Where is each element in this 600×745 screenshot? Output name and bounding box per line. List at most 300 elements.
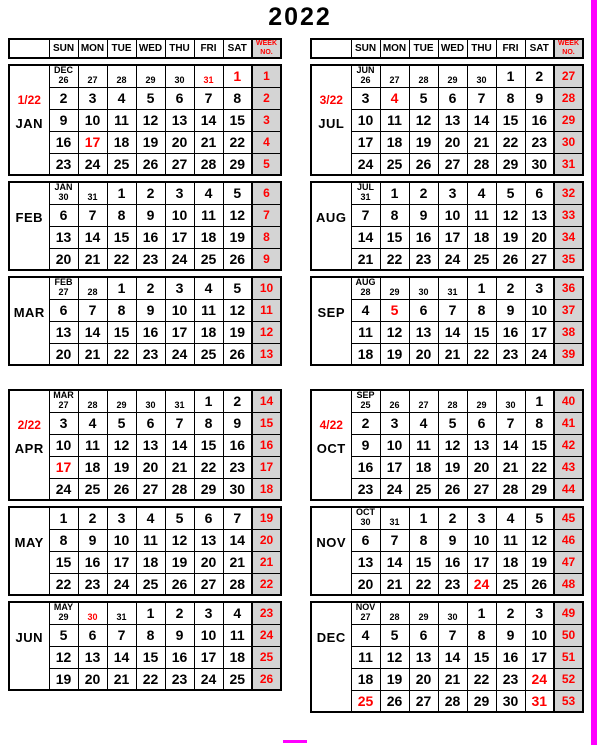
day-cell: 18 [496,551,525,573]
day-cell: 3 [525,277,554,299]
day-cell: 28 [165,478,194,500]
week-number-cell: 24 [252,624,281,646]
day-cell: 12 [438,434,467,456]
day-cell: 25 [380,153,409,175]
day-cell: 11 [107,109,136,131]
day-cell: 13 [525,204,554,226]
month-name: JUN [15,630,43,645]
day-header-wed: WED [136,39,165,58]
day-cell: 28 [223,573,252,595]
day-cell: MAR 27 [49,390,78,412]
day-cell: 16 [78,551,107,573]
day-cell: 1 [467,277,496,299]
week-row [311,321,583,343]
day-cell: 10 [165,204,194,226]
month-block-nov [310,506,584,596]
day-cell: 22 [194,456,223,478]
week-row [9,131,281,153]
day-cell: 2 [525,65,554,87]
day-cell: 2 [223,390,252,412]
day-cell: 9 [438,529,467,551]
day-cell: 6 [78,624,107,646]
day-cell: 11 [351,321,380,343]
day-cell: 13 [438,109,467,131]
day-cell: SEP 25 [351,390,380,412]
day-cell: 22 [496,131,525,153]
day-cell: 26 [223,248,252,270]
day-cell: 20 [136,456,165,478]
day-cell: 26 [223,343,252,365]
week-number-cell: 13 [252,343,281,365]
day-cell: 25 [467,248,496,270]
day-cell: 17 [525,321,554,343]
day-cell: 22 [380,248,409,270]
month-name: OCT [316,441,346,456]
week-row [9,390,281,412]
week-row [311,690,583,712]
day-cell: 10 [194,624,223,646]
day-cell: 6 [525,182,554,204]
day-cell: 22 [525,456,554,478]
week-row [9,248,281,270]
day-cell: 29 [496,153,525,175]
day-cell: 29 [194,478,223,500]
day-cell: 14 [496,434,525,456]
day-cell: 4 [351,624,380,646]
overflow-month-label: JUL [356,182,374,193]
day-cell: 19 [496,226,525,248]
quarter-label: 3/22 [319,93,343,107]
day-cell: 7 [438,299,467,321]
day-cell: 31 [107,602,136,624]
day-cell: 8 [107,299,136,321]
day-cell: 15 [223,109,252,131]
week-row [9,668,281,690]
month-block-feb [8,181,282,271]
day-cell: 11 [194,299,223,321]
week-number-cell: 27 [554,65,583,87]
weekday-header-row [9,39,281,58]
day-cell: 26 [409,153,438,175]
day-cell: 27 [409,690,438,712]
month-label-oct [311,390,351,500]
month-label-dec [311,602,351,712]
week-number-cell: 18 [252,478,281,500]
day-cell: 13 [49,321,78,343]
month-name: APR [14,441,44,456]
day-cell: 1 [467,602,496,624]
day-cell: 19 [525,551,554,573]
quarter-label: 2/22 [17,418,41,432]
day-cell: 21 [496,456,525,478]
week-row [9,109,281,131]
week-number-cell: 33 [554,204,583,226]
day-cell: 10 [438,204,467,226]
month-block-sep [310,276,584,366]
day-cell: 26 [496,248,525,270]
day-cell: 14 [351,226,380,248]
month-block-aug [310,181,584,271]
week-number-cell: 21 [252,551,281,573]
day-cell: 29 [223,153,252,175]
day-cell: 11 [409,434,438,456]
day-cell: 31 [165,390,194,412]
week-row [311,478,583,500]
overflow-month-label: JUN [356,65,375,76]
week-number-cell: 46 [554,529,583,551]
day-cell: 1 [496,65,525,87]
week-row [9,343,281,365]
day-cell: 5 [223,182,252,204]
week-row [9,277,281,299]
day-cell: 17 [165,321,194,343]
week-number-cell: 3 [252,109,281,131]
week-number-cell: 35 [554,248,583,270]
holiday-day-cell: 31 [525,690,554,712]
day-cell: 3 [49,412,78,434]
day-cell: 24 [194,668,223,690]
week-number-cell: 44 [554,478,583,500]
week-row [9,87,281,109]
week-number-cell: 47 [554,551,583,573]
day-cell: 2 [136,277,165,299]
week-number-cell: 51 [554,646,583,668]
day-cell: 22 [409,573,438,595]
week-row [311,668,583,690]
day-cell: 12 [380,321,409,343]
day-cell: 9 [223,412,252,434]
day-cell: 26 [380,390,409,412]
day-cell: 23 [78,573,107,595]
week-number-cell: 5 [252,153,281,175]
day-cell: 9 [525,87,554,109]
week-row [311,299,583,321]
day-header-thu: THU [467,39,496,58]
week-number-cell: 11 [252,299,281,321]
week-row [9,65,281,87]
day-cell: 1 [49,507,78,529]
day-cell: 24 [525,343,554,365]
week-number-cell: 53 [554,690,583,712]
day-cell: 1 [136,602,165,624]
day-header-mon: MON [78,39,107,58]
day-cell: 6 [49,204,78,226]
day-cell: 22 [467,668,496,690]
day-cell: 10 [78,109,107,131]
week-number-cell: 12 [252,321,281,343]
month-label-jul [311,65,351,175]
week-number-cell: 4 [252,131,281,153]
week-row [9,507,281,529]
week-number-cell: 22 [252,573,281,595]
overflow-month-label: DEC [53,65,73,76]
day-cell: 12 [49,646,78,668]
day-cell: 12 [380,646,409,668]
day-cell: 5 [496,182,525,204]
day-header-sun: SUN [351,39,380,58]
day-cell: 15 [409,551,438,573]
day-cell: 25 [136,573,165,595]
day-cell: 20 [194,551,223,573]
day-cell: 15 [194,434,223,456]
week-number-cell: 52 [554,668,583,690]
day-cell: 24 [165,248,194,270]
day-cell: 30 [409,277,438,299]
day-cell: 19 [409,131,438,153]
month-block-oct [310,389,584,501]
day-cell: 22 [136,668,165,690]
day-cell: 23 [496,343,525,365]
day-cell: 17 [351,131,380,153]
holiday-day-cell: 25 [351,690,380,712]
day-cell: 21 [78,248,107,270]
day-cell: 19 [380,668,409,690]
day-cell: 7 [165,412,194,434]
day-cell: 22 [467,343,496,365]
day-cell: 3 [351,87,380,109]
day-cell: 18 [223,646,252,668]
week-number-cell: 8 [252,226,281,248]
day-cell: 30 [467,65,496,87]
day-cell: 29 [380,277,409,299]
day-cell: 2 [136,182,165,204]
day-cell: 25 [107,153,136,175]
day-cell: 16 [136,226,165,248]
day-cell: 28 [78,277,107,299]
week-number-cell: 38 [554,321,583,343]
day-cell: 9 [496,299,525,321]
week-row [311,624,583,646]
week-number-cell: 16 [252,434,281,456]
day-cell: 9 [165,624,194,646]
day-cell: 28 [107,65,136,87]
day-cell: 11 [136,529,165,551]
day-cell: 6 [351,529,380,551]
day-cell: 16 [351,456,380,478]
week-number-cell: 26 [252,668,281,690]
week-row [311,87,583,109]
day-cell: 19 [107,456,136,478]
day-cell: 16 [223,434,252,456]
day-cell: 30 [496,690,525,712]
week-row [311,456,583,478]
day-cell: 26 [136,153,165,175]
magenta-right-guide [591,0,597,745]
week-row [311,277,583,299]
day-cell: 3 [165,277,194,299]
day-cell: 30 [525,153,554,175]
month-name: FEB [15,210,43,225]
day-cell: 18 [467,226,496,248]
day-cell: 12 [165,529,194,551]
day-cell: 13 [409,646,438,668]
week-row [311,412,583,434]
day-cell: 23 [438,573,467,595]
month-label-jan [9,65,49,175]
month-label-nov [311,507,351,595]
day-cell: 9 [136,204,165,226]
day-cell: 23 [136,248,165,270]
week-number-cell: 37 [554,299,583,321]
overflow-month-label: OCT [356,507,375,518]
day-cell: 3 [78,87,107,109]
day-cell: 21 [223,551,252,573]
day-cell: 13 [78,646,107,668]
holiday-day-cell: 17 [49,456,78,478]
day-cell: JUN 26 [351,65,380,87]
week-row [311,153,583,175]
month-name: MAR [13,305,45,320]
week-row [9,299,281,321]
holiday-day-cell: 24 [525,668,554,690]
week-number-cell: 19 [252,507,281,529]
overflow-month-label: AUG [355,277,376,288]
week-row [9,456,281,478]
day-cell: 16 [438,551,467,573]
weekday-header-table-left [8,38,282,59]
day-cell: 3 [467,507,496,529]
day-cell: 6 [165,87,194,109]
day-cell: 9 [351,434,380,456]
day-cell: 28 [409,65,438,87]
day-cell: 20 [525,226,554,248]
day-cell: 21 [467,131,496,153]
day-cell: NOV 27 [351,602,380,624]
day-cell: 21 [438,343,467,365]
day-cell: 10 [380,434,409,456]
week-row [9,182,281,204]
week-number-cell: 41 [554,412,583,434]
day-cell: 25 [78,478,107,500]
day-cell: 1 [194,390,223,412]
month-label-mar [9,277,49,365]
week-number-cell: 14 [252,390,281,412]
month-block-mar [8,276,282,366]
week-number-cell: 10 [252,277,281,299]
day-cell: 26 [107,478,136,500]
day-cell: 30 [496,390,525,412]
day-cell: 7 [194,87,223,109]
day-cell: 2 [496,277,525,299]
magenta-bottom-mark [283,740,307,743]
day-cell: 6 [409,299,438,321]
day-cell: 14 [467,109,496,131]
day-cell: 7 [380,529,409,551]
day-header-sun: SUN [49,39,78,58]
overflow-month-label: FEB [54,277,73,288]
day-cell: 8 [107,204,136,226]
week-number-cell: 42 [554,434,583,456]
weekday-header-row [311,39,583,58]
day-cell: 25 [194,248,223,270]
day-cell: 4 [194,277,223,299]
day-cell: 19 [165,551,194,573]
month-label-apr [9,390,49,500]
month-block-apr [8,389,282,501]
day-cell: 31 [380,507,409,529]
day-cell: 15 [107,321,136,343]
month-label-aug [311,182,351,270]
week-row [311,551,583,573]
day-cell: 7 [78,204,107,226]
day-cell: 20 [409,668,438,690]
day-cell: 11 [78,434,107,456]
day-cell: 27 [165,153,194,175]
day-header-sat: SAT [223,39,252,58]
day-cell: 6 [49,299,78,321]
day-cell: 10 [525,299,554,321]
weekday-header-table-right [310,38,584,59]
day-cell: 8 [194,412,223,434]
day-cell: 8 [380,204,409,226]
day-cell: 21 [380,573,409,595]
day-cell: 14 [78,226,107,248]
day-cell: 8 [467,299,496,321]
overflow-month-label: JAN [54,182,73,193]
week-row [9,624,281,646]
day-cell: 2 [165,602,194,624]
calendar-grid [0,38,600,718]
month-name: NOV [316,535,347,550]
overflow-month-label: MAY [53,602,74,613]
day-cell: 13 [136,434,165,456]
day-cell: 5 [165,507,194,529]
week-number-cell: 7 [252,204,281,226]
day-cell: 23 [351,478,380,500]
day-cell: 19 [438,456,467,478]
week-row [9,602,281,624]
day-cell: 20 [467,456,496,478]
week-number-cell: 25 [252,646,281,668]
week-number-cell: 30 [554,131,583,153]
day-cell: 4 [194,182,223,204]
day-cell: 13 [194,529,223,551]
week-row [311,248,583,270]
week-row [311,602,583,624]
month-name: DEC [316,630,346,645]
day-cell: 27 [438,153,467,175]
day-cell: 20 [409,343,438,365]
day-cell: 11 [467,204,496,226]
day-cell: 15 [496,109,525,131]
day-cell: 14 [107,646,136,668]
day-cell: 3 [165,182,194,204]
day-cell: 23 [165,668,194,690]
day-cell: 27 [525,248,554,270]
day-cell: 10 [467,529,496,551]
day-cell: 22 [107,248,136,270]
day-cell: 13 [409,321,438,343]
day-cell: 5 [525,507,554,529]
day-cell: 29 [438,65,467,87]
day-cell: 24 [165,343,194,365]
day-cell: 14 [380,551,409,573]
day-cell: 6 [409,624,438,646]
day-cell: 14 [438,646,467,668]
week-number-cell: 9 [252,248,281,270]
day-cell: 5 [380,624,409,646]
day-cell: 24 [49,478,78,500]
day-cell: 7 [438,624,467,646]
day-cell: 5 [223,277,252,299]
day-cell: 18 [380,131,409,153]
day-cell: 31 [438,277,467,299]
week-number-cell: 34 [554,226,583,248]
day-cell: 16 [136,321,165,343]
day-cell: 28 [438,390,467,412]
day-cell: 4 [351,299,380,321]
day-cell: 2 [78,507,107,529]
